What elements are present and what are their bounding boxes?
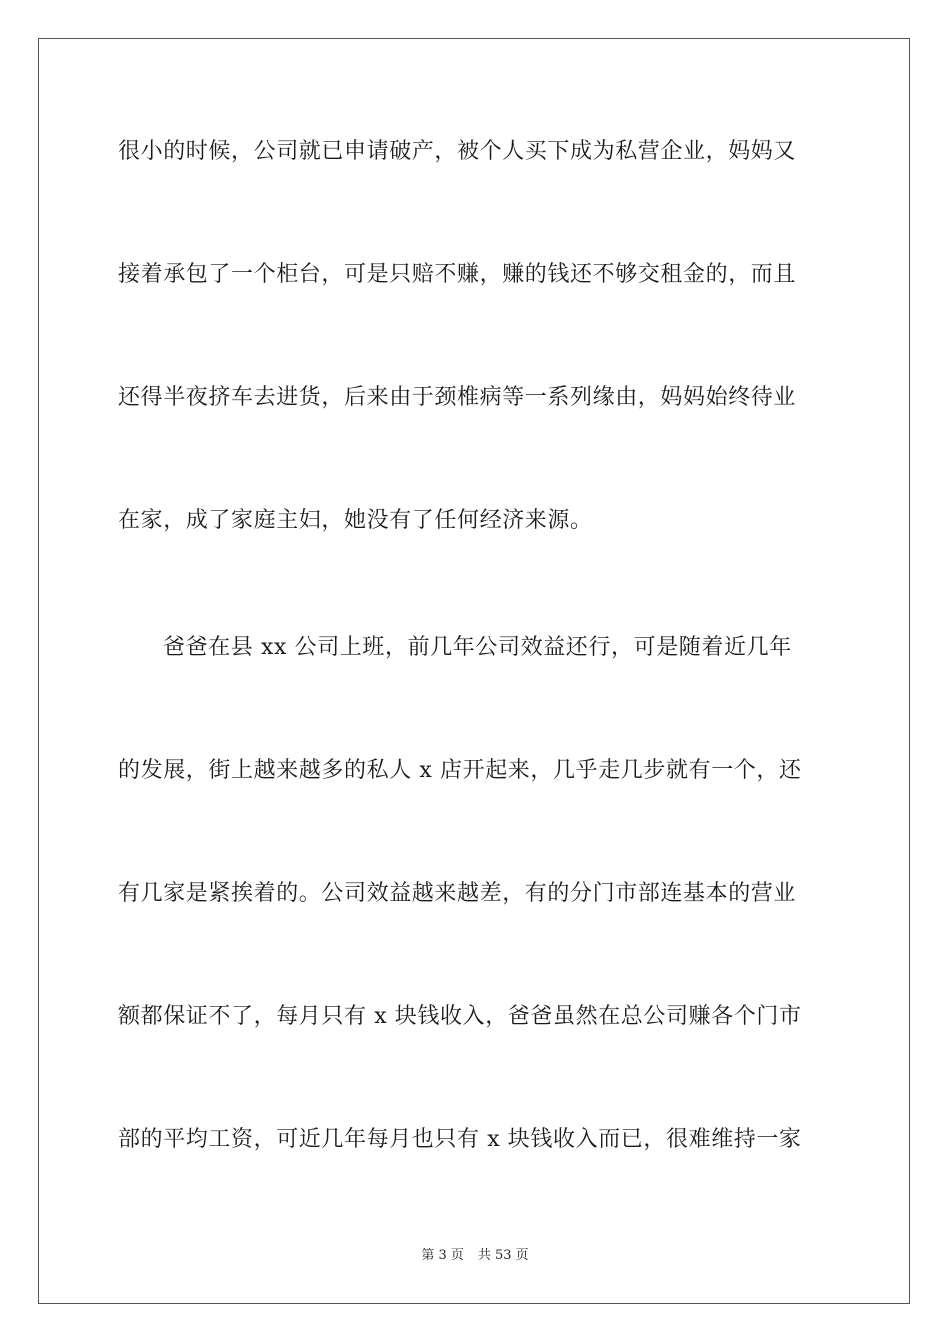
page-footer [0, 1246, 950, 1266]
text-line: 还得半夜挤车去进货，后来由于颈椎病等一系列缘由，妈妈始终待业 [118, 385, 797, 410]
text-line: 接着承包了一个柜台，可是只赔不赚，赚的钱还不够交租金的，而且 [118, 262, 797, 287]
text-line: 有几家是紧挨着的。公司效益越来越差，有的分门市部连基本的营业 [118, 881, 797, 906]
text-line: 在家，成了家庭主妇，她没有了任何经济来源。 [118, 508, 593, 533]
text-line: 部的平均工资，可近几年每月也只有 x 块钱收入而已，很难维持一家 [118, 1127, 802, 1152]
page-number: 第 3 页 [421, 1248, 464, 1263]
page-total: 共 53 页 [477, 1248, 529, 1263]
text-line: 额都保证不了，每月只有 x 块钱收入，爸爸虽然在总公司赚各个门市 [118, 1004, 802, 1029]
paragraph-first-line: 爸爸在县 xx 公司上班，前几年公司效益还行，可是随着近几年 [163, 635, 792, 660]
page-border [38, 38, 910, 1304]
text-line: 很小的时候，公司就已申请破产，被个人买下成为私营企业，妈妈又 [118, 139, 797, 164]
text-line: 的发展，街上越来越多的私人 x 店开起来，几乎走几步就有一个，还 [118, 758, 802, 783]
